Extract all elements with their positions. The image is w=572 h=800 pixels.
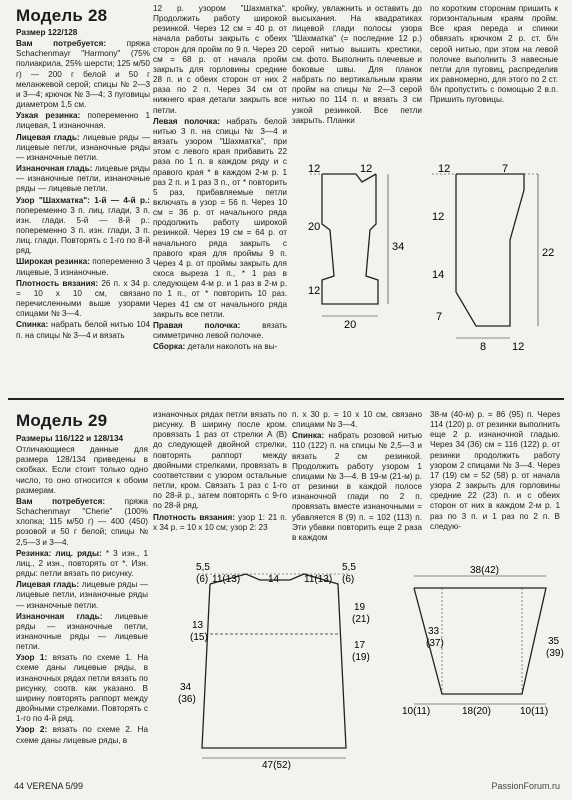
paragraph-text: попеременно 3 лицевые, 3 изнаночные. bbox=[16, 257, 150, 277]
paragraph bbox=[16, 497, 148, 548]
dress-top-right-alt: (6) bbox=[342, 574, 355, 585]
paragraph-text: пряжа Schachenmayr "Cherie" (100% хлопка; 115 м/50 г) — 400 (450) розовой и 50 г белой; спицы № 2,5—3 и 3—4. bbox=[16, 496, 148, 547]
dress-side-1: 19 bbox=[354, 602, 366, 613]
paragraph bbox=[16, 279, 150, 320]
paragraph bbox=[16, 653, 148, 724]
back-top-left-label: 12 bbox=[308, 163, 321, 175]
paragraph-heading: Спинка: bbox=[16, 320, 49, 330]
dress-top-left-label: 5,5 bbox=[196, 562, 210, 573]
paragraph-heading: Правая полочка: bbox=[153, 320, 241, 330]
dress-neck-label: 14 bbox=[268, 574, 280, 585]
paragraph-heading: Резинка: лиц. ряды: bbox=[16, 548, 102, 558]
paragraph bbox=[292, 410, 422, 430]
paragraph bbox=[16, 196, 150, 257]
paragraph-heading: Плотность вязания: bbox=[153, 512, 236, 522]
paragraph-text: Отличающиеся данные для размера 128/134 приведены в скобках. Если стоит только одно число, то оно относится к обоим размерам. bbox=[16, 445, 148, 495]
sleeve-inner-alt: (37) bbox=[426, 638, 444, 649]
paragraph-heading: Лицевая гладь: bbox=[16, 580, 80, 590]
paragraph bbox=[16, 612, 148, 653]
model-28-title: Модель 28 bbox=[16, 6, 108, 25]
paragraph-heading: Вам потребуется: bbox=[16, 496, 106, 506]
back-height-label: 34 bbox=[392, 241, 405, 253]
front-top-left-label: 12 bbox=[438, 163, 451, 175]
paragraph bbox=[153, 410, 287, 512]
paragraph-text: по коротким сторонам пришить к горизонтальным краям пройм. Все края переда и спинки обвязать крючком 2 р. ст. б/н серой нитью, при этом на левой полочке выполнить 3 навесные петли для пуговиц, распределив их равномерно, для этого по 2 ст. б/н пропустить с помощью 2 в.п. Пришить пуговицы. bbox=[430, 4, 558, 105]
paragraph-text: набрать белой нитью 3 п. на спицы № 3—4 и вязать узором "Шахматка", при этом с левого края прибавить 22 раза по 1 п. в каждом ряду и с правого края * в каждом 2-м р. 1 раз 2 п. и 1 раз 3 п., от * повторить 5 раз, прибавляемые петли включать в узор = 56 п. Через 10 см = 36 р. от начального ряда продолжить работу широкой резинкой. Через 19 см = 64 р. от начального ряда закрыть с правого края для проймы 9 п. Через 4 р. от проймы закрыть для скоса выреза 1 п., * 1 раз в следующем 4-м р. и 1 раз в 2-м р. по 1 п., от * повторить 10 раз. Через 41 см от начального ряда закрыть все петли. bbox=[153, 116, 287, 319]
dress-top-left-alt: (6) bbox=[196, 574, 209, 585]
sleeve-top-label: 38(42) bbox=[470, 565, 499, 576]
paragraph bbox=[153, 513, 287, 533]
paragraph bbox=[16, 549, 148, 579]
paragraph-heading: Размер 122/128 bbox=[16, 28, 78, 37]
paragraph bbox=[16, 133, 150, 163]
paragraph-text: 12 р. узором "Шахматка". Продолжить работу широкой резинкой. Через 12 см = 40 р. от начала работы закрыть с обеих сторон для пройм по 9 п. Через 20 см = 68 р. от начала пройм закрыть для горловины средние 28 п. и с обеих сторон от них 2 раза по 2 п. Через 34 см от нижнего края детали закрыть все петли. bbox=[153, 4, 287, 115]
dress-top-right-label: 5,5 bbox=[342, 562, 356, 573]
model-28-column-4 bbox=[430, 4, 558, 154]
front-right-height-label: 22 bbox=[542, 247, 555, 259]
model-29-column-4 bbox=[430, 410, 560, 550]
paragraph bbox=[430, 410, 560, 532]
paragraph bbox=[153, 117, 287, 320]
front-side-top-label: 12 bbox=[432, 211, 445, 223]
paragraph-heading: Вам потребуется: bbox=[16, 39, 107, 49]
paragraph bbox=[16, 580, 148, 610]
paragraph-heading: Изнаночная гладь: bbox=[16, 611, 103, 621]
dress-shoulder-left: 11(13) bbox=[212, 574, 241, 585]
front-bottom-left-label: 7 bbox=[436, 311, 443, 323]
sleeve-bottom-center: 18(20) bbox=[462, 706, 491, 717]
paragraph-heading: Спинка: bbox=[292, 431, 325, 441]
paragraph bbox=[16, 164, 150, 194]
front-side-label: 14 bbox=[432, 269, 445, 281]
paragraph-text: вязать по схеме 1. На схеме даны лицевые ряды, в изнаночных рядах петли вязать по рисунку, соотв. как указано. В ширину повторять раппорт между двойными стрелками. Повторять с 1-го по 4-й ряд. bbox=[16, 653, 148, 724]
paragraph-text: лицевые ряды — лицевые петли, изнаночные ряды — изнаночные петли. bbox=[16, 132, 150, 162]
front-bottom-width-label: 8 bbox=[480, 341, 487, 353]
dress-pattern-diagram bbox=[150, 562, 400, 774]
paragraph bbox=[16, 111, 150, 131]
paragraph bbox=[16, 39, 150, 110]
model-29-title: Модель 29 bbox=[16, 411, 108, 430]
paragraph-heading: Плотность вязания: bbox=[16, 278, 99, 288]
paragraph-heading: Размеры 116/122 и 128/134 bbox=[16, 434, 124, 443]
front-bottom-right-label: 12 bbox=[512, 341, 525, 353]
paragraph-heading: Узор "Шахматка": 1-й — 4-й р.: bbox=[16, 195, 150, 205]
model-29-column-3 bbox=[292, 410, 422, 550]
sleeve-bottom-right: 10(11) bbox=[520, 706, 549, 717]
paragraph-text: лицевые ряды — лицевые петли, изнаночные ряды — изнаночные петли. bbox=[16, 580, 148, 610]
paragraph bbox=[153, 4, 287, 116]
front-pattern-diagram bbox=[420, 160, 570, 360]
paragraph-heading: Левая полочка: bbox=[153, 116, 221, 126]
paragraph bbox=[16, 28, 150, 38]
dress-skirt-label: 34 bbox=[180, 682, 192, 693]
paragraph-heading: Лицевая гладь: bbox=[16, 132, 80, 142]
paragraph-text: кройку, увлажнить и оставить до высыхания. На квадратиках лицевой глади полосы узора "Шахматка" (= последние 12 р.) серой нитью вышить крестики, см. фото. Выполнить плечевые и боковые швы. Для планок набрать по вертикальным краям пройм на спицы № 2—3 серой нитью по 114 п. и вязать 3 см узкой резинкой. Все петли закрыть. Планки bbox=[292, 4, 422, 125]
dress-width-label: 47(52) bbox=[262, 760, 291, 771]
paragraph-text: 38-м (40-м) р. = 86 (95) п. Через 114 (120) р. от резинки выполнить еще 2 р. изнаночной гладью. Через 34 (36) см = 116 (122) р. от резинки продолжить работу узором 2 спицами № 3—4. Через 17 (19) см = 52 (58) р. от начала узора 2 закрыть для горловины средние 22 (23) п. и с обеих сторон от них в каждом 2-м р. 1 раз по 3 п. и 1 раз по 2 п. В следую- bbox=[430, 410, 560, 531]
dress-side-3: 17 bbox=[354, 640, 366, 651]
paragraph bbox=[153, 342, 287, 352]
paragraph-text: набрать белой нитью 104 п. на спицы № 3—4 и вязать bbox=[16, 320, 150, 340]
paragraph-text: 26 п. x 34 р. = 10 x 10 см, связано перечисленными выше узорами спицами № 3—4. bbox=[16, 278, 150, 319]
back-width-label: 20 bbox=[344, 319, 357, 331]
paragraph bbox=[292, 431, 422, 543]
site-watermark: PassionForum.ru bbox=[491, 781, 560, 791]
dress-skirt-alt: (36) bbox=[178, 694, 196, 705]
back-lower-label: 12 bbox=[308, 285, 321, 297]
paragraph-heading: Узор 2: bbox=[16, 725, 48, 735]
dress-shoulder-right: 11(13) bbox=[304, 574, 333, 585]
back-pattern-diagram bbox=[296, 160, 426, 360]
paragraph-text: вязать по схеме 2. На схеме даны лицевые ряды, в bbox=[16, 725, 148, 745]
front-top-width-label: 7 bbox=[502, 163, 509, 175]
page-footer: 44 VERENA 5/99 bbox=[14, 781, 84, 791]
paragraph-heading: Узор 1: bbox=[16, 653, 48, 663]
model-28-column-3 bbox=[292, 4, 422, 154]
dress-yoke-label: 13 bbox=[192, 620, 204, 631]
back-top-right-label: 12 bbox=[360, 163, 373, 175]
paragraph-text: узор 1: 21 п. x 34 р. = 10 x 10 см; узор 2: 23 bbox=[153, 512, 287, 532]
paragraph-text: набрать розовой нитью 110 (122) п. на спицы № 2,5—3 и вязать 2 см резинкой. Продолжить работу узором 1 спицами № 3—4. В 19-м (21-м) р. от резинки в каждой полосе изнаночной глади по 2 п. провязать вместе изнаночными = убавляется 8 (9) п. = 102 (113) п. Эти убавки повторить еще 2 раза в каждом bbox=[292, 431, 422, 542]
paragraph-text: попеременно 3 п. лиц. глади, 3 п. изн. глади. 5-й — 8-й р.: попеременно 3 п. изн. глади, 3 п. лиц. глади. Повторять с 1-го по 8-й ряд. bbox=[16, 205, 150, 256]
paragraph-heading: Узкая резинка: bbox=[16, 111, 81, 121]
back-armhole-label: 20 bbox=[308, 221, 321, 233]
model-29-column-1 bbox=[16, 434, 148, 774]
model-28-column-1 bbox=[16, 28, 150, 380]
sleeve-inner-label: 33 bbox=[428, 626, 440, 637]
dress-side-4: (19) bbox=[352, 652, 370, 663]
dress-yoke-alt: (15) bbox=[190, 632, 208, 643]
sleeve-pattern-diagram bbox=[398, 562, 570, 774]
model-29-column-2 bbox=[153, 410, 287, 550]
sleeve-outer-label: 35 bbox=[548, 636, 560, 647]
paragraph bbox=[153, 321, 287, 341]
paragraph bbox=[16, 434, 148, 444]
model-28-column-2 bbox=[153, 4, 287, 380]
sleeve-bottom-left: 10(11) bbox=[402, 706, 431, 717]
paragraph-text: лицевые ряды — изнаночные петли, изнаночные ряды — лицевые петли. bbox=[16, 164, 150, 194]
sleeve-outer-alt: (39) bbox=[546, 648, 564, 659]
paragraph-text: попеременно 1 лицевая, 1 изнаночная. bbox=[16, 111, 150, 131]
paragraph-text: пряжа Schachenmayr "Harmony" (75% полиакрила, 25% шерсти; 125 м/50 г) — 200 г белой и 50 г меланжевой серой; спицы № 2—3 и 3—4; крючок № 3—4; 3 пуговицы диаметром 1,5 см. bbox=[16, 39, 150, 110]
section-divider bbox=[8, 398, 564, 400]
paragraph-heading: Сборка: bbox=[153, 342, 186, 352]
dress-side-2: (21) bbox=[352, 614, 370, 625]
paragraph bbox=[16, 257, 150, 277]
paragraph-text: вязать симметрично левой полочке. bbox=[153, 320, 287, 340]
paragraph bbox=[292, 4, 422, 126]
paragraph bbox=[16, 320, 150, 340]
paragraph bbox=[16, 445, 148, 496]
paragraph-heading: Изнаночная гладь: bbox=[16, 164, 93, 174]
paragraph-text: детали наколоть на вы- bbox=[185, 342, 278, 352]
paragraph-text: изнаночных рядах петли вязать по рисунку. В ширину после кром. провязать 1 раз от стрелки A (B) до следующей двойной стрелки, повторять раппорт между двойными стрелками, провязать в соответствии с узором остальные петли, кром. Связать 1 раз с 1-го по 28-й р., затем повторять с 9-го по 28-й ряд. bbox=[153, 410, 287, 511]
paragraph-text: п. x 30 р. = 10 x 10 см, связано спицами № 3—4. bbox=[292, 410, 422, 430]
paragraph-heading: Широкая резинка: bbox=[16, 257, 90, 267]
paragraph bbox=[16, 725, 148, 745]
paragraph-text: * 3 изн., 1 лиц., 2 изн., повторять от *. Изн. ряды: петли вязать по рисунку. bbox=[16, 548, 148, 579]
paragraph bbox=[430, 4, 558, 106]
paragraph-text: лицевые ряды — изнаночные петли, изнаночные ряды — лицевые петли. bbox=[16, 611, 148, 652]
